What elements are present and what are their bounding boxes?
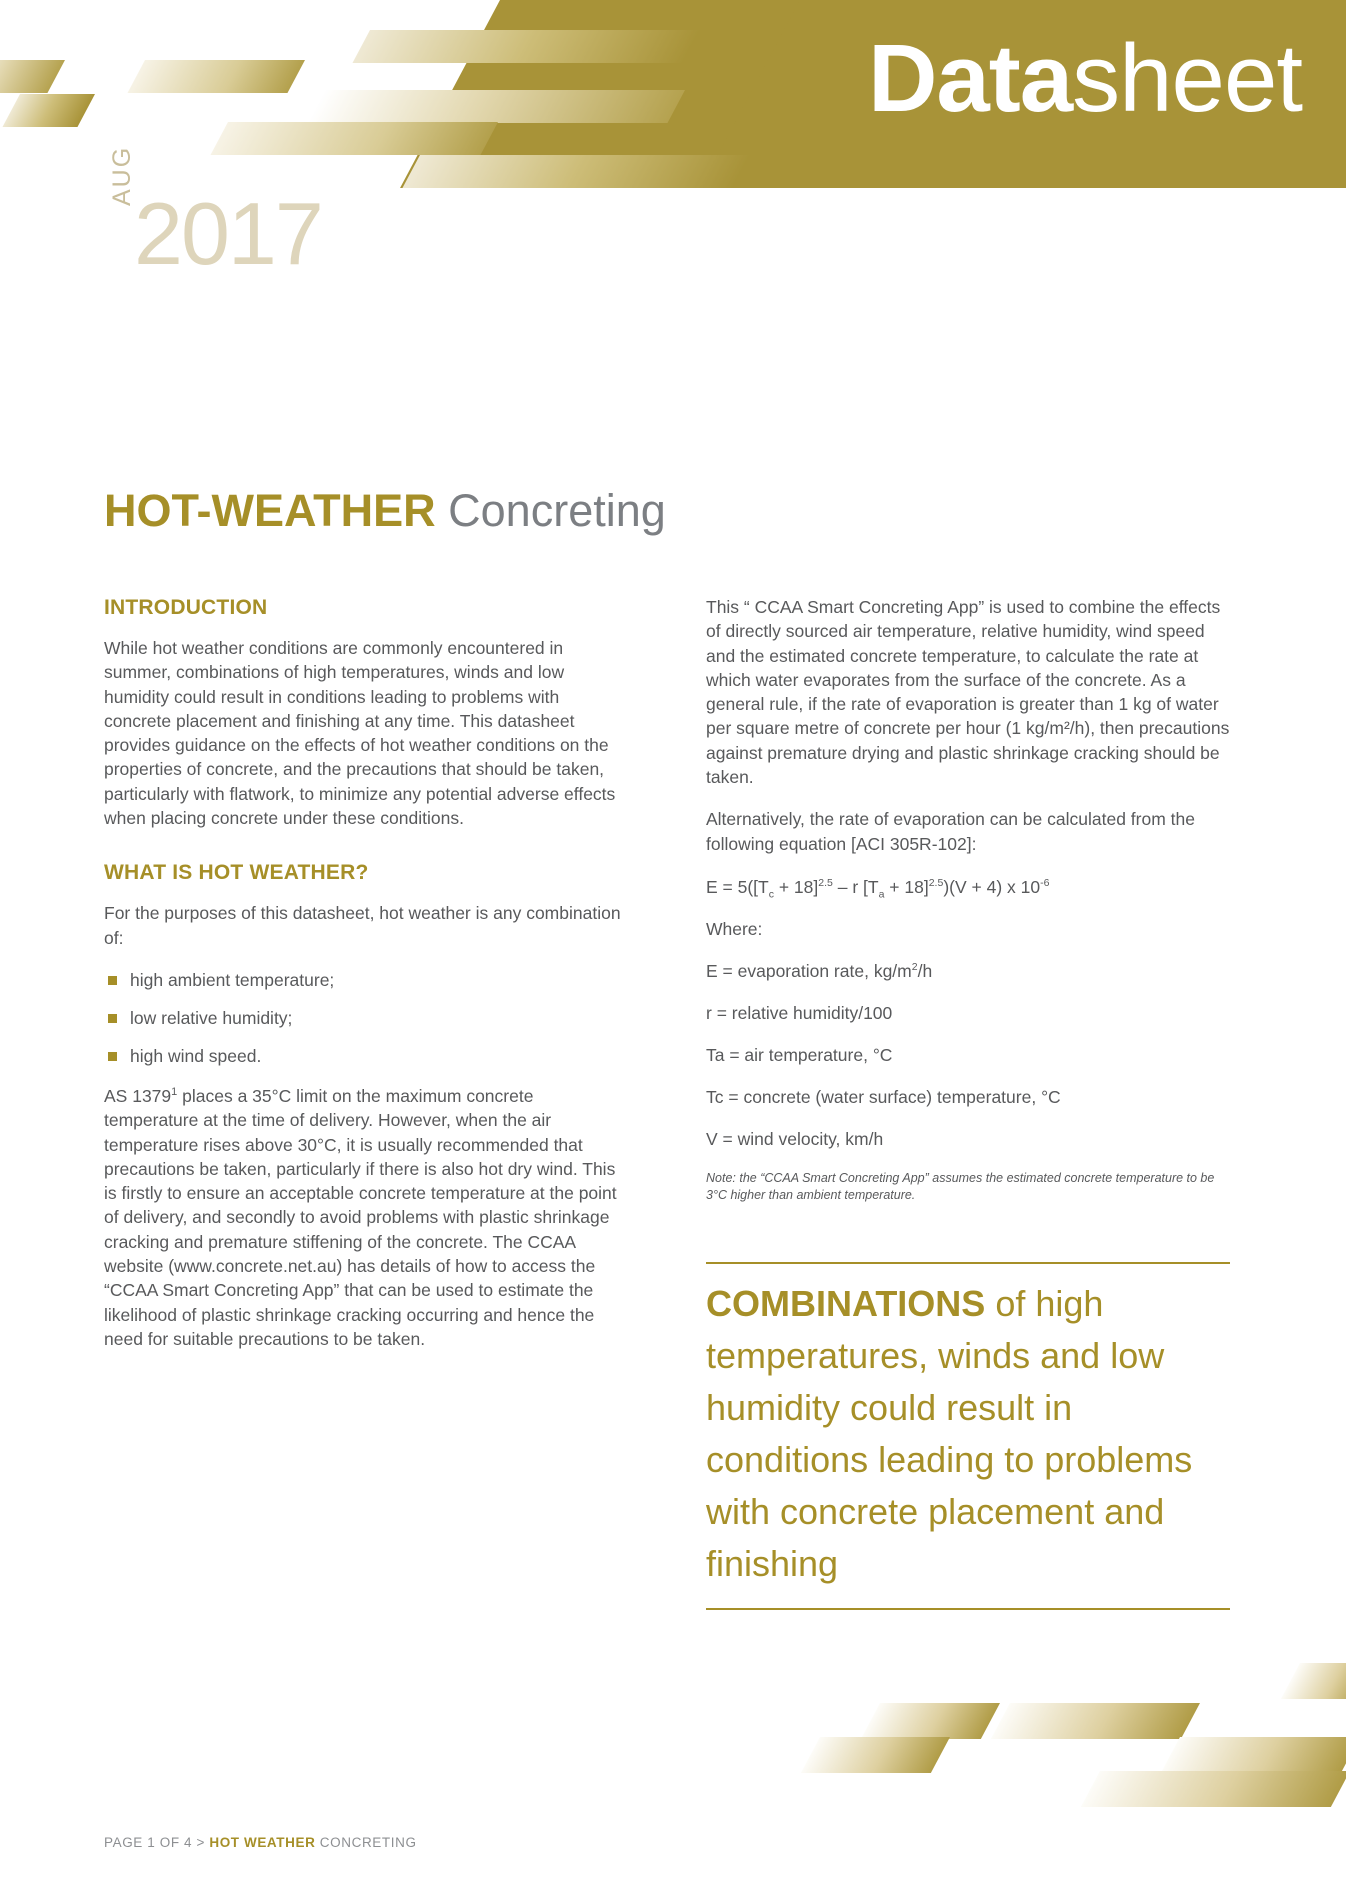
definition-E-sup: 2 [911, 961, 918, 974]
paragraph-as1379-body: places a 35°C limit on the maximum concrete temperature at the time of delivery. However, when the air temperature rises above 30°C, it is usually recommended that precautions be taken, particularly if there is also hot dry wind. This is firstly to ensure an acceptable concrete temperature at the point of delivery, and secondly to avoid problems with plastic shrinkage cracking and premature stiffening of the concrete. The CCAA website (www.concrete.net.au) has details of how to access the “CCAA Smart Concreting App” that can be used to estimate the likelihood of plastic shrinkage cracking occurring and hence the need for suitable precautions to be taken. [104, 1085, 617, 1349]
page-title [104, 485, 666, 537]
paragraph-smart-app: This “ CCAA Smart Concreting App” is used to combine the effects of directly sourced air temperature, relative humidity, wind speed and the estimated concrete temperature, to calculate the rate at which water evaporates from the surface of the concrete. As a general rule, if the rate of evaporation is greater than 1 kg of water per square metre of concrete per hour (1 kg/m²/h), then precautions against premature drying and plastic shrinkage cracking should be taken. [706, 597, 1230, 788]
footer-stripe-2 [801, 1737, 950, 1773]
list-item-label: high ambient temperature; [130, 969, 335, 990]
definition-Tc: Tc = concrete (water surface) temperature, °C [706, 1086, 1061, 1107]
footer-stripe-6 [1281, 1663, 1346, 1699]
evaporation-equation [706, 874, 1230, 900]
eqn-part-4: + 18] [884, 876, 929, 897]
eqn-part-3: – r [T [832, 876, 879, 897]
heading-what-is-hot-weather: WHAT IS HOT WEATHER? [104, 861, 369, 885]
eqn-sup-3: -6 [1040, 877, 1050, 890]
header-stripe-3 [127, 60, 305, 93]
definition-E-text: E = evaporation rate, kg/m [706, 960, 912, 981]
pull-quote-rest: of high temperatures, winds and low humidity could result in conditions leading to problems with concrete placement and finishing [706, 1283, 1193, 1584]
paragraph-as1379 [104, 1084, 628, 1351]
eqn-sup-1: 2.5 [818, 877, 833, 890]
header-stripe-4 [352, 30, 700, 63]
footer-stripe-5 [1081, 1771, 1346, 1807]
header-stripe-2 [2, 94, 95, 127]
header-title-light: sheet [1072, 25, 1302, 132]
definition-E-tail: /h [917, 960, 933, 981]
footer-stripe-4 [1161, 1737, 1346, 1773]
page-title-bold: HOT-WEATHER [104, 485, 436, 537]
definition-r: r = relative humidity/100 [706, 1002, 893, 1023]
eqn-part-2: + 18] [773, 876, 819, 897]
header-stripe-6 [210, 122, 498, 155]
eqn-sub-c: c [768, 888, 774, 901]
pull-quote [706, 1262, 1230, 1610]
date-year: 2017 [134, 184, 322, 283]
header-stripe-1 [0, 60, 65, 93]
paragraph-alternative-equation: Alternatively, the rate of evaporation can be calculated from the following equation [ACI 305R-102]: [706, 809, 1195, 854]
eqn-part-1: E = 5([T [706, 876, 769, 897]
page-title-regular: Concreting [448, 485, 666, 537]
footer-stripe-1 [861, 1703, 1000, 1739]
definition-E [706, 960, 1230, 982]
footer-separator: > [196, 1835, 205, 1850]
left-column [104, 595, 628, 1351]
eqn-sup-2: 2.5 [928, 877, 944, 890]
header-title [868, 24, 1302, 134]
where-label: Where: [706, 918, 763, 939]
eqn-part-5: )(V + 4) x 10 [943, 876, 1041, 897]
list-item [104, 1044, 628, 1068]
footer-decoration [780, 1655, 1346, 1855]
page-header-banner [0, 0, 1346, 188]
footer-stripe-3 [991, 1703, 1200, 1739]
pull-quote-text [706, 1278, 1230, 1590]
list-item [104, 968, 628, 992]
heading-introduction: INTRODUCTION [104, 596, 268, 619]
standard-reference: AS 1379 [104, 1085, 172, 1106]
footer-doc-rest: CONCRETING [319, 1835, 417, 1850]
eqn-sub-a: a [878, 888, 885, 901]
paragraph-what-intro: For the purposes of this datasheet, hot weather is any combination of: [104, 903, 621, 948]
hot-weather-conditions-list [104, 968, 628, 1068]
list-item [104, 1006, 628, 1030]
definition-Ta: Ta = air temperature, °C [706, 1044, 893, 1065]
footer [104, 1835, 417, 1850]
footer-doc-bold: HOT WEATHER [209, 1835, 316, 1850]
header-stripe-7 [402, 155, 750, 188]
footer-page-number: PAGE 1 OF 4 [104, 1835, 193, 1850]
footnote-marker: 1 [171, 1086, 178, 1099]
equation-note: Note: the “CCAA Smart Concreting App” assumes the estimated concrete temperature to be 3°C higher than ambient temperature. [706, 1170, 1215, 1202]
header-stripe-5 [307, 90, 685, 123]
list-item-label: low relative humidity; [130, 1007, 293, 1028]
list-item-label: high wind speed. [130, 1045, 262, 1066]
definition-V: V = wind velocity, km/h [706, 1128, 884, 1149]
date-month: AUG [108, 145, 136, 206]
pull-quote-bold: COMBINATIONS [706, 1283, 986, 1324]
header-title-bold: Data [868, 25, 1073, 132]
paragraph-introduction: While hot weather conditions are commonly encountered in summer, combinations of high temperatures, winds and low humidity could result in conditions leading to problems with concrete placement and finishing at any time. This datasheet provides guidance on the effects of hot weather conditions on the properties of concrete, and the precautions that should be taken, particularly with flatwork, to minimize any potential adverse effects when placing concrete under these conditions. [104, 638, 616, 829]
right-column [706, 595, 1230, 1204]
